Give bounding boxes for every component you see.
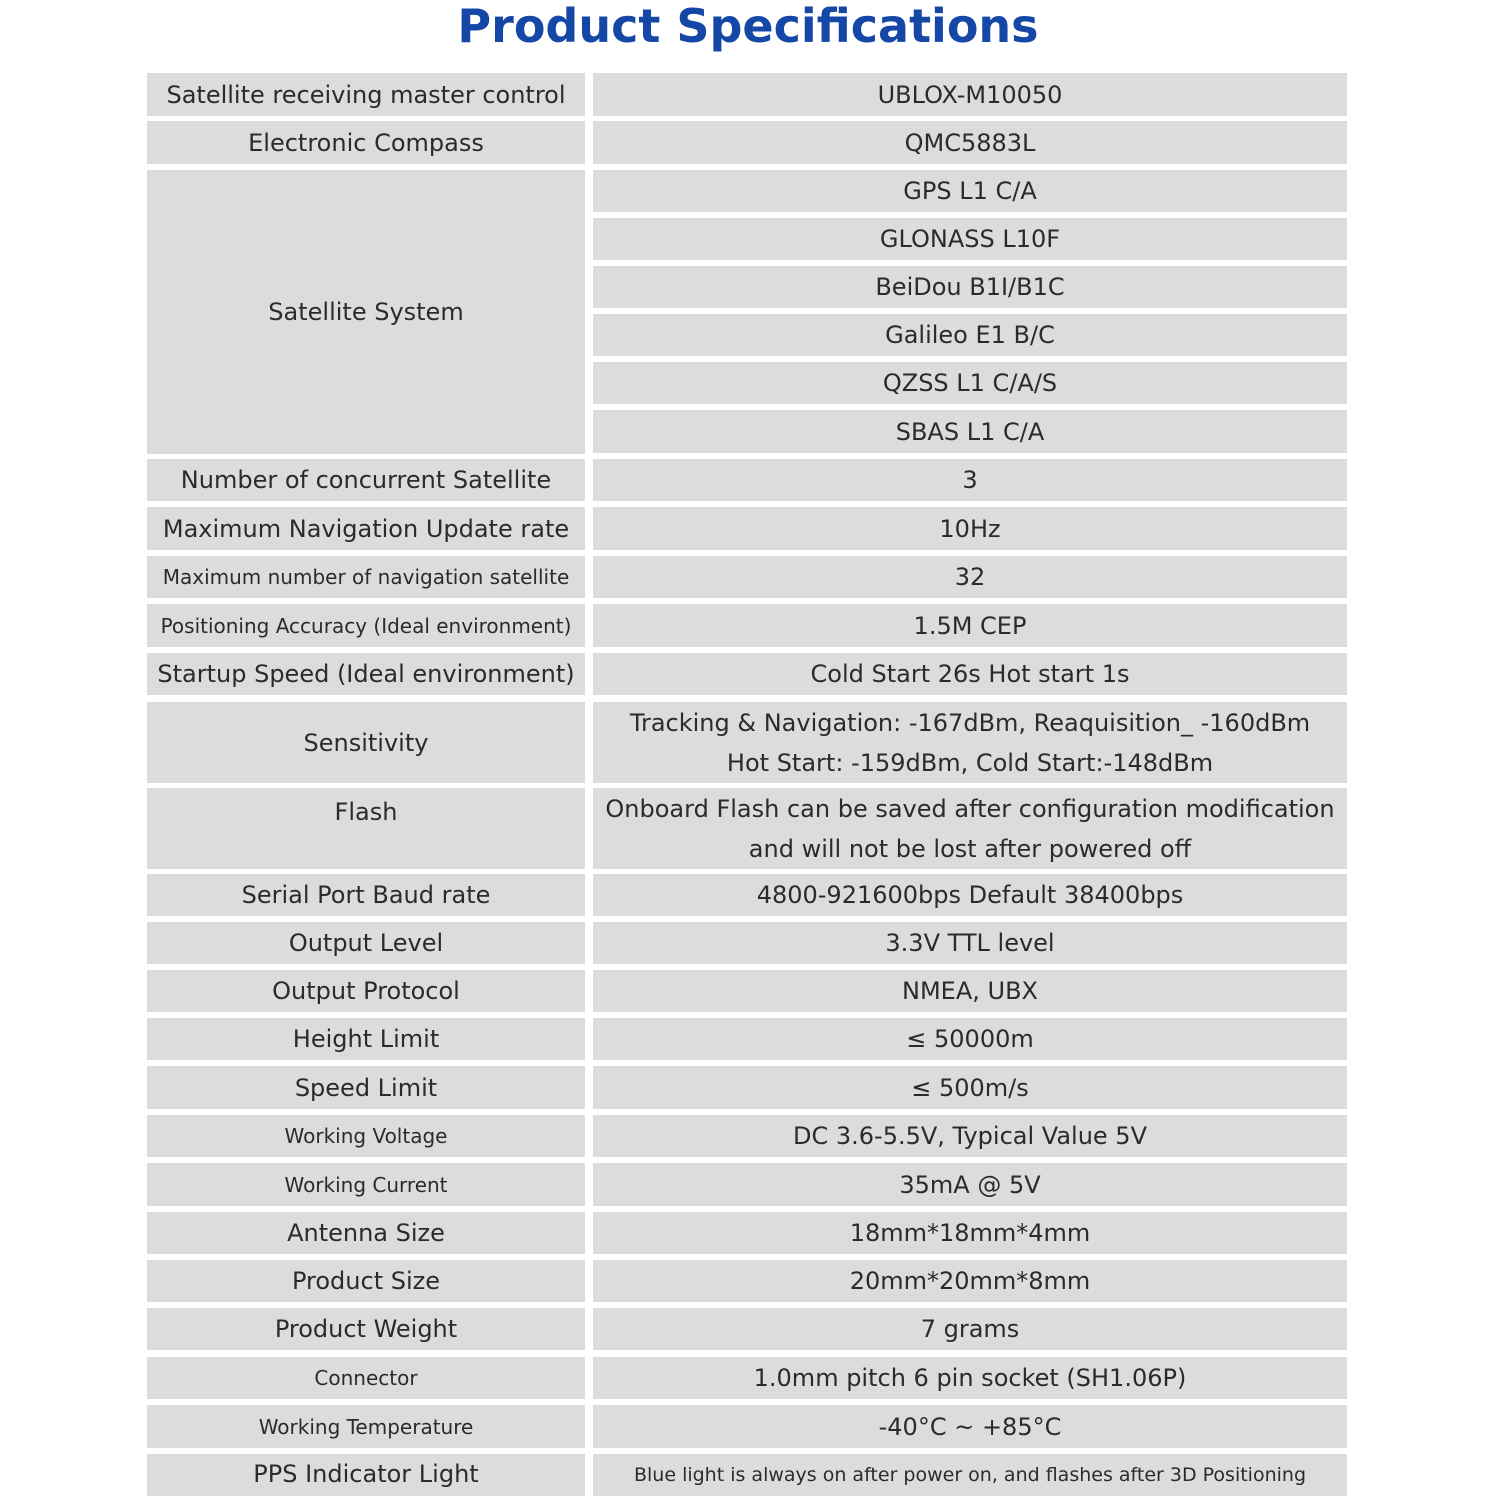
spec-value: 32 (593, 556, 1347, 598)
spec-key: Working Temperature (147, 1405, 585, 1448)
spec-key: Working Voltage (147, 1115, 585, 1157)
spec-value (593, 702, 1347, 783)
spec-value: BeiDou B1I/B1C (593, 266, 1347, 308)
spec-value: NMEA, UBX (593, 970, 1347, 1012)
spec-value: 10Hz (593, 507, 1347, 550)
spec-key: Output Level (147, 922, 585, 964)
spec-key: Flash (147, 788, 585, 869)
spec-key: Working Current (147, 1163, 585, 1206)
spec-key: PPS Indicator Light (147, 1454, 585, 1496)
spec-key: Connector (147, 1357, 585, 1399)
spec-value: 4800-921600bps Default 38400bps (593, 874, 1347, 916)
spec-value: QZSS L1 C/A/S (593, 362, 1347, 404)
spec-key: Positioning Accuracy (Ideal environment) (147, 604, 585, 647)
spec-key: Maximum Navigation Update rate (147, 507, 585, 550)
spec-key: Antenna Size (147, 1212, 585, 1254)
spec-key: Maximum number of navigation satellite (147, 556, 585, 598)
spec-value-line: Onboard Flash can be saved after configuration modification (605, 794, 1335, 823)
spec-key: Startup Speed (Ideal environment) (147, 653, 585, 695)
spec-value: 35mA @ 5V (593, 1163, 1347, 1206)
spec-key: Product Weight (147, 1308, 585, 1350)
spec-key: Satellite receiving master control (147, 73, 585, 116)
spec-value: ≤ 500m/s (593, 1066, 1347, 1109)
spec-value: SBAS L1 C/A (593, 410, 1347, 453)
spec-value: 18mm*18mm*4mm (593, 1212, 1347, 1254)
spec-key: Satellite System (147, 170, 585, 454)
spec-value: GPS L1 C/A (593, 170, 1347, 212)
spec-value: QMC5883L (593, 121, 1347, 164)
spec-key: Number of concurrent Satellite (147, 459, 585, 501)
spec-value: 20mm*20mm*8mm (593, 1260, 1347, 1302)
spec-value: 3.3V TTL level (593, 922, 1347, 964)
spec-key: Serial Port Baud rate (147, 874, 585, 916)
spec-value-line: Tracking & Navigation: -167dBm, Reaquisition_ -160dBm (629, 708, 1311, 737)
spec-value: 7 grams (593, 1308, 1347, 1350)
spec-value: Blue light is always on after power on, and flashes after 3D Positioning (593, 1454, 1347, 1496)
spec-value: -40°C ~ +85°C (593, 1405, 1347, 1448)
spec-value: UBLOX-M10050 (593, 73, 1347, 116)
spec-value: Galileo E1 B/C (593, 314, 1347, 356)
spec-key: Speed Limit (147, 1066, 585, 1109)
spec-value (593, 788, 1347, 869)
spec-value: Cold Start 26s Hot start 1s (593, 653, 1347, 695)
spec-value: GLONASS L10F (593, 218, 1347, 260)
spec-value-line: and will not be lost after powered off (748, 834, 1192, 863)
spec-key: Height Limit (147, 1018, 585, 1060)
spec-value: 3 (593, 459, 1347, 501)
spec-key: Sensitivity (147, 702, 585, 783)
spec-value: 1.5M CEP (593, 604, 1347, 647)
spec-value: DC 3.6-5.5V, Typical Value 5V (593, 1115, 1347, 1157)
spec-value: ≤ 50000m (593, 1018, 1347, 1060)
page-title: Product Specifications (457, 0, 1039, 53)
spec-value-line: Hot Start: -159dBm, Cold Start:-148dBm (726, 748, 1214, 777)
spec-key: Product Size (147, 1260, 585, 1302)
spec-value: 1.0mm pitch 6 pin socket (SH1.06P) (593, 1357, 1347, 1399)
spec-key: Output Protocol (147, 970, 585, 1012)
spec-key: Electronic Compass (147, 121, 585, 164)
